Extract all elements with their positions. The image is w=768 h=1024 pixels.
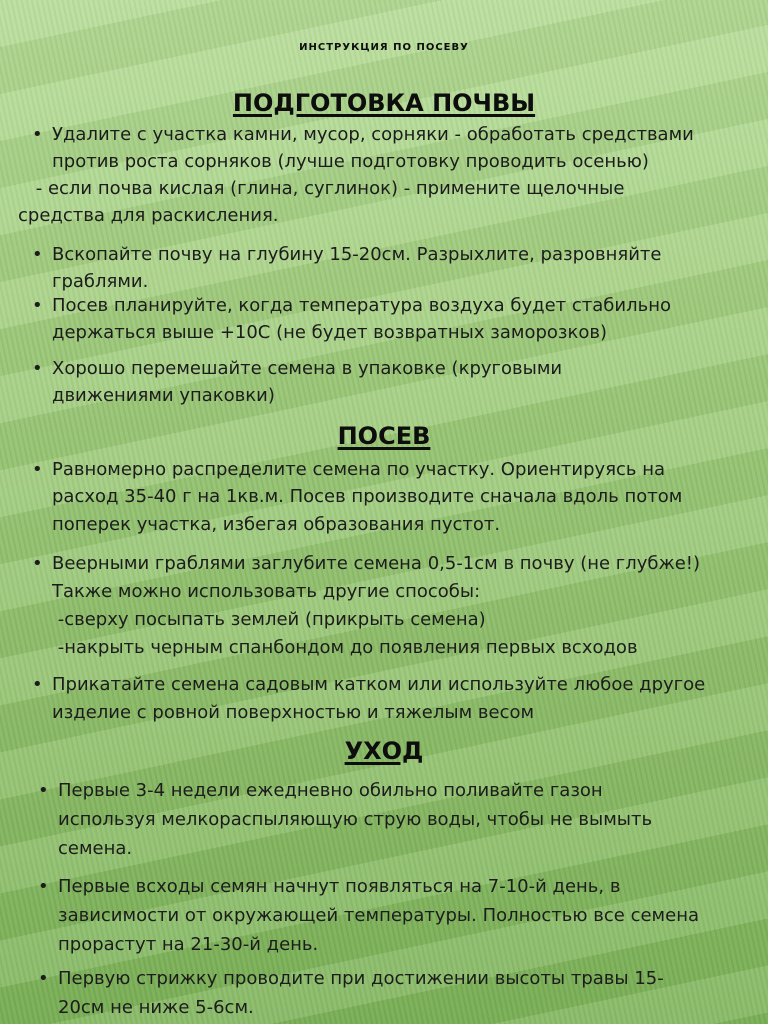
- sowing-item-1-line-3: поперек участка, избегая образования пустот.: [52, 514, 501, 535]
- sowing-item-2-line-2: Также можно использовать другие способы:: [52, 581, 481, 602]
- sowing-item-3-line-1: • Прикатайте семена садовым катком или используйте любое другое: [52, 671, 705, 698]
- section-heading-care: УХОД: [344, 737, 424, 765]
- section-heading-sowing: ПОСЕВ: [337, 422, 431, 450]
- soil-item-4-line-1: • Хорошо перемешайте семена в упаковке (круговыми: [52, 355, 562, 382]
- care-item-2-line-3: прорастут на 21-30-й день.: [58, 934, 319, 955]
- care-item-3-line-2: 20см не ниже 5-6см.: [58, 997, 254, 1018]
- sowing-item-3-line-2: изделие с ровной поверхностью и тяжелым весом: [52, 702, 535, 723]
- sowing-item-2-line-4: -накрыть черным спанбондом до появления первых всходов: [52, 637, 638, 658]
- soil-item-2-line-2: граблями.: [52, 271, 149, 292]
- soil-item-1-line-4: средства для раскисления.: [18, 205, 279, 226]
- care-item-2-line-1: • Первые всходы семян начнут появляться на 7-10-й день, в: [58, 873, 620, 900]
- care-item-1-line-2: используя мелкораспыляющую струю воды, чтобы не вымыть: [58, 809, 653, 830]
- section-heading-soil: ПОДГОТОВКА ПОЧВЫ: [232, 89, 536, 117]
- soil-item-1-line-1: • Удалите с участка камни, мусор, сорняки - обработать средствами: [52, 121, 694, 148]
- sowing-item-2-line-3: -сверху посыпать землей (прикрыть семена): [52, 609, 486, 630]
- sowing-item-1-line-1: • Равномерно распределите семена по участку. Ориентируясь на: [52, 456, 665, 483]
- care-item-1-line-1: • Первые 3-4 недели ежедневно обильно поливайте газон: [58, 777, 603, 804]
- sowing-item-1-line-2: расход 35-40 г на 1кв.м. Посев производите сначала вдоль потом: [52, 486, 683, 507]
- care-item-3-line-1: • Первую стрижку проводите при достижении высоты травы 15-: [58, 965, 664, 992]
- sowing-item-2-line-1: • Веерными граблями заглубите семена 0,5-1см в почву (не глубже!): [52, 550, 700, 577]
- care-item-1-line-3: семена.: [58, 838, 133, 859]
- soil-item-1-line-3: - если почва кислая (глина, суглинок) - примените щелочные: [30, 178, 625, 199]
- soil-item-4-line-2: движениями упаковки): [52, 385, 275, 406]
- care-item-2-line-2: зависимости от окружающей температуры. Полностью все семена: [58, 905, 700, 926]
- soil-item-3-line-1: • Посев планируйте, когда температура воздуха будет стабильно: [52, 292, 671, 319]
- page-title: ИНСТРУКЦИЯ ПО ПОСЕВУ: [299, 42, 469, 53]
- soil-item-3-line-2: держаться выше +10С (не будет возвратных заморозков): [52, 322, 607, 343]
- soil-item-1-line-2: против роста сорняков (лучше подготовку проводить осенью): [52, 151, 649, 172]
- soil-item-2-line-1: • Вскопайте почву на глубину 15-20см. Разрыхлите, разровняйте: [52, 241, 662, 268]
